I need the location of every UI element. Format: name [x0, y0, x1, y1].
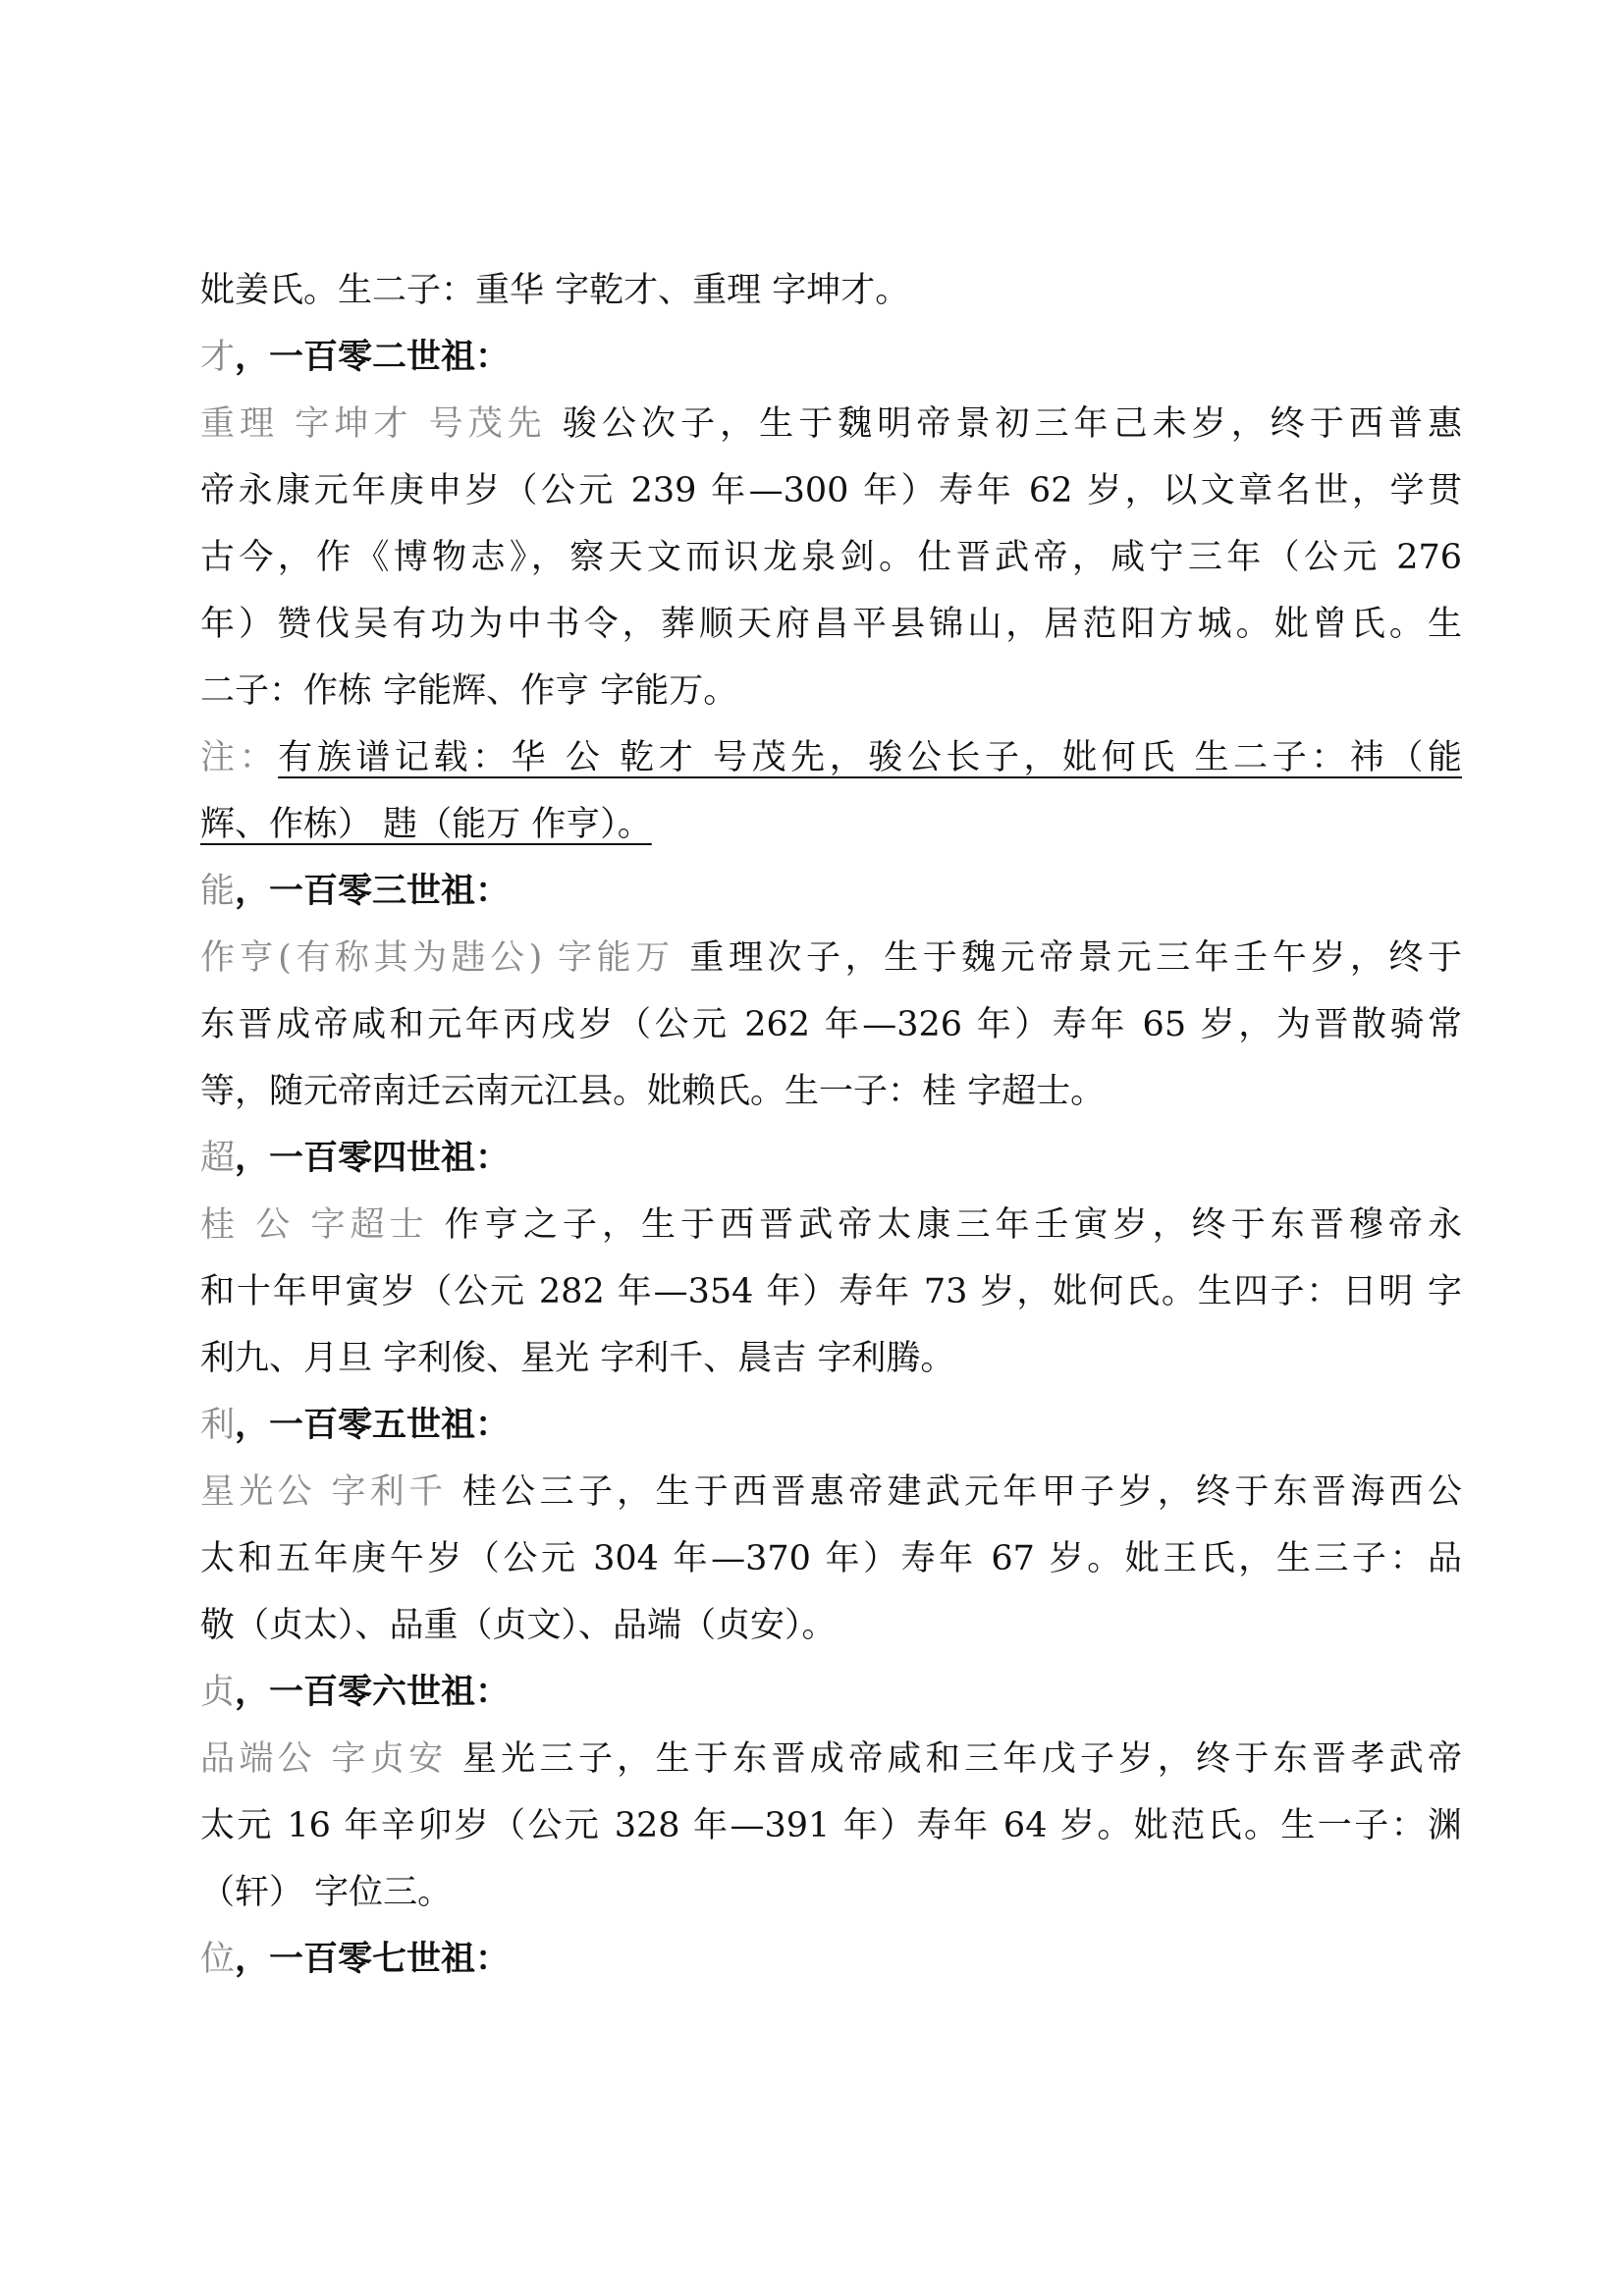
ancestor-name: 品端公 字贞安	[200, 1739, 448, 1779]
text-line	[200, 1592, 1462, 1659]
text-segment: （轩） 字位三。	[200, 1873, 453, 1912]
text-line	[200, 1125, 1462, 1192]
text-segment: 太元 16 年辛卯岁（公元 328 年—391 年）寿年 64 岁。妣范氏。生一子：渊	[200, 1806, 1462, 1845]
ancestor-name: 贞	[200, 1673, 236, 1712]
underlined-note: 辉、作栋） 韪（能万 作亨）。	[200, 805, 652, 844]
text-line	[200, 925, 1462, 991]
ancestor-name: 桂 公 字超士	[200, 1205, 429, 1245]
text-segment: 二子：作栋 字能辉、作亨 字能万。	[200, 671, 738, 711]
text-segment: 骏公次子，生于魏明帝景初三年己未岁，终于西普惠	[546, 404, 1462, 444]
text-segment: 古今，作《博物志》，察天文而识龙泉剑。仕晋武帝，咸宁三年（公元 276	[200, 538, 1462, 577]
text-line	[200, 1726, 1462, 1792]
text-line	[200, 1258, 1462, 1325]
document-body	[200, 257, 1462, 1993]
text-segment: 帝永康元年庚申岁（公元 239 年—300 年）寿年 62 岁，以文章名世，学贯	[200, 471, 1462, 510]
underlined-note: 有族谱记载：华 公 乾才 号茂先，骏公长子，妣何氏 生二子：祎（能	[278, 738, 1462, 777]
ancestor-name: 注：	[200, 738, 279, 777]
text-segment: 星光三子，生于东晋成帝咸和三年戊子岁，终于东晋孝武帝	[447, 1739, 1462, 1779]
ancestor-name: 利	[200, 1406, 236, 1445]
text-segment: 桂公三子，生于西晋惠帝建武元年甲子岁，终于东晋海西公	[447, 1472, 1462, 1512]
text-line	[200, 1659, 1462, 1726]
text-line	[200, 524, 1462, 591]
text-segment: ，一百零三世祖：	[235, 871, 511, 911]
text-line	[200, 1792, 1462, 1859]
ancestor-name: 星光公 字利千	[200, 1472, 448, 1512]
text-segment: 作亨之子，生于西晋武帝太康三年壬寅岁，终于东晋穆帝永	[428, 1205, 1462, 1245]
text-line	[200, 1859, 1462, 1926]
text-segment: ，一百零五世祖：	[235, 1405, 511, 1445]
ancestor-name: 位	[200, 1940, 236, 1979]
text-line	[200, 1525, 1462, 1592]
text-line	[200, 1926, 1462, 1993]
text-line	[200, 991, 1462, 1058]
text-line	[200, 1192, 1462, 1258]
text-line	[200, 457, 1462, 524]
text-segment: 东晋成帝咸和元年丙戌岁（公元 262 年—326 年）寿年 65 岁，为晋散骑常	[200, 1005, 1462, 1044]
text-segment: 太和五年庚午岁（公元 304 年—370 年）寿年 67 岁。妣王氏，生三子：品	[200, 1539, 1462, 1578]
text-line	[200, 1058, 1462, 1125]
text-segment: 等，随元帝南迁云南元江县。妣赖氏。生一子：桂 字超士。	[200, 1072, 1106, 1111]
text-segment: 年）赞伐吴有功为中书令，葬顺天府昌平县锦山，居范阳方城。妣曾氏。生	[200, 605, 1462, 644]
text-segment: 重理次子，生于魏元帝景元三年壬午岁，终于	[674, 938, 1462, 978]
ancestor-name: 作亨(有称其为韪公) 字能万	[200, 938, 675, 978]
text-segment: 妣姜氏。生二子：重华 字乾才、重理 字坤才。	[200, 271, 910, 310]
text-line	[200, 1392, 1462, 1459]
text-line	[200, 391, 1462, 457]
text-line	[200, 324, 1462, 391]
text-line	[200, 658, 1462, 724]
text-segment: ，一百零六世祖：	[235, 1672, 511, 1712]
text-segment: ，一百零二世祖：	[235, 337, 511, 377]
text-segment: 利九、月旦 字利俊、星光 字利千、晨吉 字利腾。	[200, 1339, 955, 1378]
text-segment: 敬（贞太）、品重（贞文）、品端（贞安）。	[200, 1606, 837, 1645]
text-segment: 和十年甲寅岁（公元 282 年—354 年）寿年 73 岁，妣何氏。生四子：日明 字	[200, 1272, 1462, 1311]
text-line	[200, 1459, 1462, 1525]
text-line	[200, 591, 1462, 658]
ancestor-name: 能	[200, 872, 236, 911]
text-line	[200, 724, 1462, 791]
ancestor-name: 重理 字坤才 号茂先	[200, 404, 547, 444]
text-line	[200, 1325, 1462, 1392]
text-line	[200, 257, 1462, 324]
text-segment: ，一百零四世祖：	[235, 1138, 511, 1178]
text-line	[200, 791, 1462, 858]
ancestor-name: 才	[200, 338, 236, 377]
ancestor-name: 超	[200, 1139, 236, 1178]
text-segment: ，一百零七世祖：	[235, 1939, 511, 1979]
text-line	[200, 858, 1462, 925]
